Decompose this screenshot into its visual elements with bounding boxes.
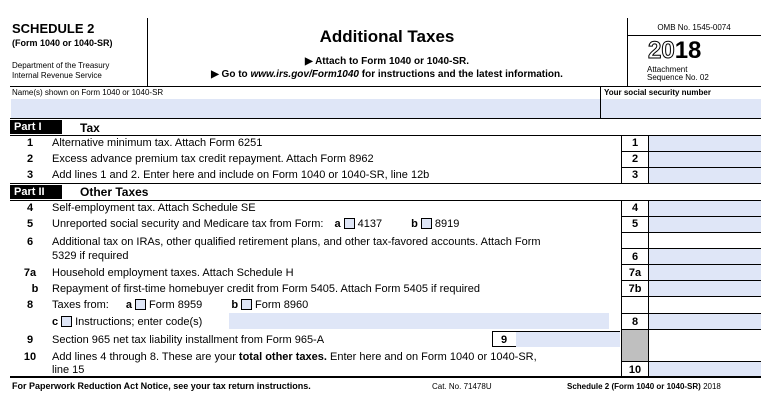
form8919-checkbox[interactable]: [421, 218, 432, 229]
line6-box: 6: [631, 251, 639, 263]
line6-text-line1: Additional tax on IRAs, other qualified retirement plans, and other tax-favored accounts. Attach Form: [52, 236, 541, 248]
schedule-label: SCHEDULE 2: [12, 21, 95, 36]
line5-box: 5: [631, 218, 639, 230]
line2-amount[interactable]: [649, 152, 761, 167]
year-outline: 20: [648, 37, 675, 64]
year-bold: 18: [674, 37, 702, 64]
line9-text: Section 965 net tax liability installment from Form 965-A: [52, 334, 325, 346]
line2-text: Excess advance premium tax credit repayment. Attach Form 8962: [52, 153, 374, 165]
line1-box: 1: [631, 137, 639, 149]
line4-amount[interactable]: [649, 201, 761, 216]
line7a-number: 7a: [23, 267, 37, 279]
line8-amount[interactable]: [649, 314, 761, 329]
name-label: Name(s) shown on Form 1040 or 1040-SR: [12, 88, 164, 97]
attach-instruction: ▶ Attach to Form 1040 or 1040-SR.: [304, 56, 470, 67]
line7b-box: 7b: [628, 283, 642, 295]
part1-label: Part I: [10, 120, 62, 134]
line7a-amount[interactable]: [649, 265, 761, 280]
attachment-label: Attachment: [647, 65, 688, 74]
line8-label: Taxes from:: [52, 299, 109, 311]
line2-number: 2: [26, 153, 34, 165]
line10-text-pre: Add lines 4 through 8. These are your: [52, 351, 239, 363]
form8960-checkbox[interactable]: [241, 299, 252, 310]
line3-text: Add lines 1 and 2. Enter here and include on Form 1040 or 1040-SR, line 12b: [52, 169, 430, 181]
line1-number: 1: [26, 137, 34, 149]
footer-form-ref: [567, 381, 721, 392]
line8-text: [52, 299, 308, 312]
catalog-number: Cat. No. 71478U: [432, 382, 492, 391]
name-field[interactable]: [11, 99, 600, 118]
line8-a-letter: a: [125, 299, 133, 311]
line10-number: 10: [23, 351, 37, 363]
line4-number: 4: [26, 202, 34, 214]
ssn-label: Your social security number: [604, 88, 711, 97]
line7b-number: b: [31, 283, 39, 295]
line7a-text: Household employment taxes. Attach Schedule H: [52, 267, 294, 279]
line1-amount[interactable]: [649, 136, 761, 151]
line4-box: 4: [631, 202, 639, 214]
line9-number: 9: [26, 334, 34, 346]
form4137-label: 4137: [357, 218, 383, 230]
footer-year: 2018: [703, 382, 721, 391]
part1-title: Tax: [80, 121, 100, 135]
line10-text-post: Enter here and on Form 1040 or 1040-SR,: [326, 351, 537, 363]
line8-c-letter: c: [52, 316, 59, 328]
line5-text: [52, 218, 459, 231]
line9-amount[interactable]: [516, 331, 620, 347]
website-prefix: ▶ Go to: [211, 69, 251, 80]
website-instruction: [147, 69, 627, 81]
line3-amount[interactable]: [649, 168, 761, 183]
form8959-checkbox[interactable]: [135, 299, 146, 310]
department-label: Department of the Treasury: [12, 61, 110, 70]
line8-box: 8: [631, 316, 639, 328]
schedule-form-ref: (Form 1040 or 1040-SR): [12, 38, 113, 48]
line3-number: 3: [26, 169, 34, 181]
part2-label: Part II: [10, 185, 62, 199]
line8c-text: [52, 316, 202, 329]
line10-text-line2: line 15: [52, 364, 85, 376]
footer-form-name: Schedule 2 (Form 1040 or 1040-SR): [567, 382, 701, 391]
line5-b-letter: b: [411, 218, 418, 230]
line8-b-letter: b: [231, 299, 239, 311]
website-suffix: for instructions and the latest information.: [359, 69, 563, 80]
line6-number: 6: [26, 236, 34, 248]
line8c-code-field[interactable]: [229, 313, 609, 329]
line7a-box: 7a: [628, 267, 642, 279]
line7b-text: Repayment of first-time homebuyer credit from Form 5405. Attach Form 5405 if required: [52, 283, 480, 295]
instructions-checkbox[interactable]: [61, 316, 72, 327]
line10-amount[interactable]: [649, 362, 761, 376]
line1-text: Alternative minimum tax. Attach Form 6251: [52, 137, 263, 149]
line2-box: 2: [631, 153, 639, 165]
line3-box: 3: [631, 169, 639, 181]
line5-a-letter: a: [334, 218, 341, 230]
tax-year: [648, 38, 701, 64]
line9-box: 9: [500, 334, 508, 346]
line10-text-line1: [52, 351, 537, 364]
line5-label: Unreported social security and Medicare tax from Form:: [52, 218, 324, 230]
line6-text-line2: 5329 if required: [52, 250, 129, 262]
form4137-checkbox[interactable]: [344, 218, 355, 229]
line8c-label: Instructions; enter code(s): [75, 316, 203, 328]
line9-shaded-cell: [622, 330, 648, 361]
line4-text: Self-employment tax. Attach Schedule SE: [52, 202, 256, 214]
website-link[interactable]: www.irs.gov/Form1040: [250, 69, 359, 80]
agency-label: Internal Revenue Service: [12, 71, 102, 80]
omb-number: OMB No. 1545-0074: [657, 23, 731, 32]
sequence-number: Sequence No. 02: [647, 73, 709, 82]
line10-text-bold: total other taxes.: [238, 351, 327, 363]
form-title: Additional Taxes: [319, 27, 455, 46]
line6-amount[interactable]: [649, 249, 761, 264]
part2-title: Other Taxes: [80, 185, 149, 199]
form8959-label: Form 8959: [149, 299, 203, 311]
form8960-label: Form 8960: [255, 299, 309, 311]
line7b-amount[interactable]: [649, 281, 761, 296]
paperwork-notice: For Paperwork Reduction Act Notice, see your tax return instructions.: [12, 381, 311, 391]
line5-number: 5: [26, 218, 34, 230]
line5-amount[interactable]: [649, 217, 761, 232]
ssn-field[interactable]: [601, 99, 761, 118]
line10-box: 10: [628, 364, 642, 376]
form8919-label: 8919: [434, 218, 460, 230]
line8-number: 8: [26, 299, 34, 311]
